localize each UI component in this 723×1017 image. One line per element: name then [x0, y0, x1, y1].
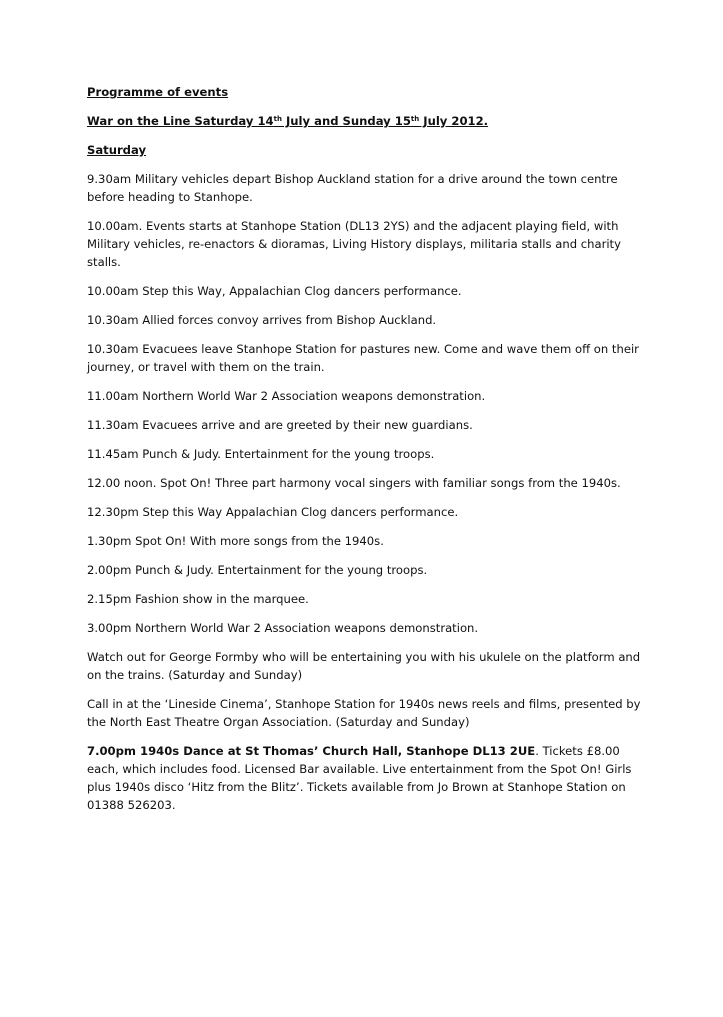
programme-item: Watch out for George Formby who will be entertaining you with his ukulele on the platform and on the trains. (Saturday and Sunday) [87, 650, 641, 682]
programme-item: 10.30am Evacuees leave Stanhope Station for pastures new. Come and wave them off on their journey, or travel with them on the train. [87, 342, 639, 374]
programme-item: 9.30am Military vehicles depart Bishop Auckland station for a drive around the town centre before heading to Stanhope. [87, 172, 618, 204]
programme-item: 12.00 noon. Spot On! Three part harmony vocal singers with familiar songs from the 1940s. [87, 476, 621, 490]
programme-item: 3.00pm Northern World War 2 Association weapons demonstration. [87, 621, 479, 635]
programme-item: 10.00am Step this Way, Appalachian Clog dancers performance. [87, 284, 462, 298]
event-heading-part3: July 2012. [419, 114, 489, 128]
event-heading-part2: July and Sunday 15 [281, 114, 411, 128]
dance-details: . Tickets £8.00 each, which includes food. Licensed Bar available. Live entertainment from the Spot On! Girls plus 1940s disco ‘Hitz from the Blitz’. Tickets available from Jo Brown at Stanhope Station on 01388 526203. [87, 744, 632, 812]
document-title: Programme of events [87, 85, 229, 99]
event-heading-part1: War on the Line Saturday 14 [87, 114, 274, 128]
programme-item: 2.15pm Fashion show in the marquee. [87, 592, 309, 606]
event-heading-sup2: th [410, 115, 420, 123]
programme-item: 10.30am Allied forces convoy arrives from Bishop Auckland. [87, 313, 437, 327]
day-heading: Saturday [87, 143, 147, 157]
programme-item: 2.00pm Punch & Judy. Entertainment for the young troops. [87, 563, 428, 577]
event-heading [87, 112, 647, 130]
programme-item: 12.30pm Step this Way Appalachian Clog dancers performance. [87, 505, 459, 519]
dance-paragraph [87, 742, 647, 814]
programme-item: 1.30pm Spot On! With more songs from the 1940s. [87, 534, 384, 548]
programme-item: 10.00am. Events starts at Stanhope Station (DL13 2YS) and the adjacent playing field, with Military vehicles, re-enactors & dioramas, Living History displays, militaria stalls and charity stalls. [87, 219, 621, 269]
programme-item: 11.45am Punch & Judy. Entertainment for the young troops. [87, 447, 435, 461]
document-page [87, 83, 647, 825]
dance-title: 7.00pm 1940s Dance at St Thomas’ Church Hall, Stanhope DL13 2UE [87, 744, 536, 758]
programme-item: 11.00am Northern World War 2 Association weapons demonstration. [87, 389, 486, 403]
programme-item: 11.30am Evacuees arrive and are greeted by their new guardians. [87, 418, 473, 432]
event-heading-sup1: th [273, 115, 282, 123]
programme-item: Call in at the ‘Lineside Cinema’, Stanhope Station for 1940s news reels and films, presented by the North East Theatre Organ Association. (Saturday and Sunday) [87, 697, 641, 729]
